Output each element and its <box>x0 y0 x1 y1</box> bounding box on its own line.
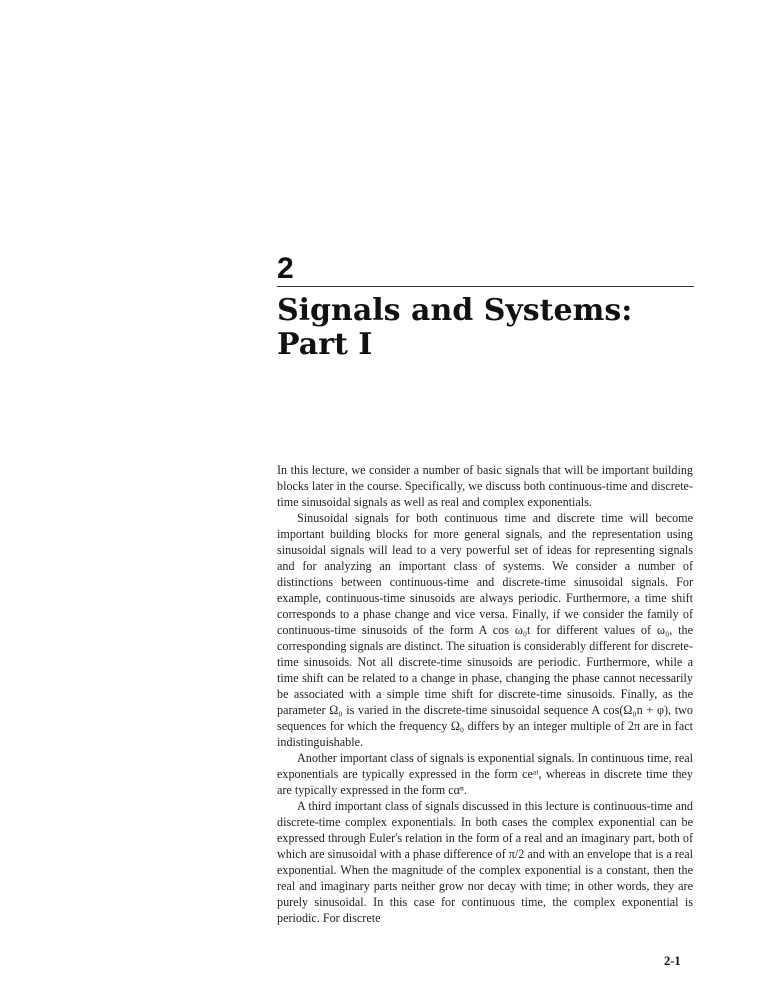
paragraph-4: A third important class of signals discussed in this lecture is continuous-time and discrete-time complex exponentials. In both cases the complex exponential can be expressed through Euler's relation in the form of a real and an imaginary part, both of which are sinusoidal with a phase difference of π/2 and with an envelope that is a real exponential. When the magnitude of the complex exponential is a constant, then the real and imaginary parts neither grow nor decay with time; in other words, they are purely sinusoidal. In this case for continuous time, the complex exponential is periodic. For discrete <box>277 799 693 925</box>
chapter-title-line-1: Signals and Systems: <box>277 293 633 328</box>
page-number: 2-1 <box>664 954 681 968</box>
chapter-title-line-2: Part I <box>277 327 373 362</box>
chapter-number: 2 <box>277 252 294 285</box>
paragraph-3: Another important class of signals is exponential signals. In continuous time, real exponentials are typically expressed in the form ceᵃᵗ, whereas in discrete time they are typically expressed in the form cαⁿ. <box>277 751 693 797</box>
body-text <box>277 462 693 926</box>
chapter-title <box>277 294 697 362</box>
paragraph-2: Sinusoidal signals for both continuous time and discrete time will become important building blocks for more general signals, and the representation using sinusoidal signals will lead to a very powerful set of ideas for representing signals and for analyzing an important class of systems. We consider a number of distinctions between continuous-time and discrete-time sinusoidal signals. For example, continuous-time sinusoids are always periodic. Furthermore, a time shift corresponds to a phase change and vice versa. Finally, if we consider the family of continuous-time sinusoids of the form A cos ω₀t for different values of ω₀, the corresponding signals are distinct. The situation is considerably different for discrete-time sinusoids. Not all discrete-time sinusoids are periodic. Furthermore, while a time shift can be related to a change in phase, changing the phase cannot necessarily be associated with a simple time shift for discrete-time sinusoids. Finally, as the parameter Ω₀ is varied in the discrete-time sinusoidal sequence A cos(Ω₀n + φ), two sequences for which the frequency Ω₀ differs by an integer multiple of 2π are in fact indistinguishable. <box>277 511 693 749</box>
paragraph-1: In this lecture, we consider a number of basic signals that will be important building blocks later in the course. Specifically, we discuss both continuous-time and discrete-time sinusoidal signals as well as real and complex exponentials. <box>277 463 693 509</box>
chapter-rule <box>277 286 694 287</box>
